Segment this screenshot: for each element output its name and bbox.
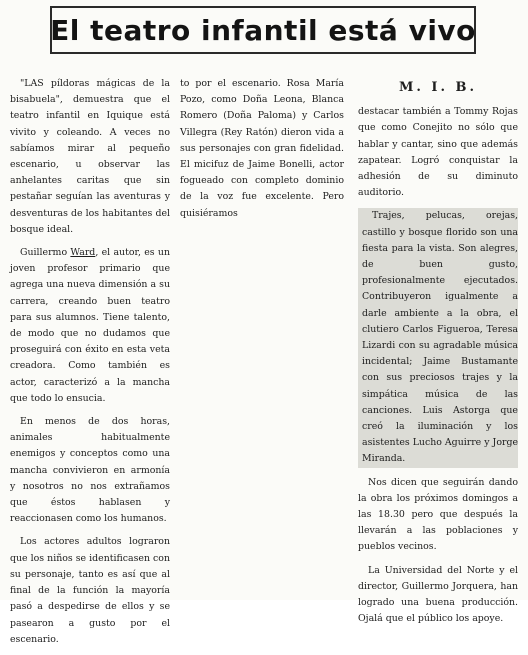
author-name: Ward bbox=[70, 247, 96, 259]
paragraph: "LAS píldoras mágicas de la bisabuela", demuestra que el teatro infantil en Iquique está vivito y coleando. A veces no sabíamos mirar al pequeño escenario, u observar las anhelantes caritas que sin pestañar seguían las aventuras y desventuras de los habitantes del bosque ideal. bbox=[10, 78, 170, 235]
paragraph: Los actores adultos lograron que los niños se identificasen con su personaje, tanto es así que al final de la función la mayoría pasó a despedirse de ellos y se pasearon a gusto por el escenario. bbox=[10, 536, 170, 645]
paragraph: destacar también a Tommy Rojas que como Conejito no sólo que hablar y cantar, sino que además zapatear. Logró conquistar la adhesión de su diminuto auditorio. bbox=[358, 106, 518, 199]
paragraph: La Universidad del Norte y el director, Guillermo Jorquera, han logrado una buena producción. Ojalá que el público los apoye. bbox=[358, 564, 518, 625]
column-right bbox=[358, 76, 518, 635]
text-run: , el autor, es un joven profesor primario que agrega una nueva dimensión a su carrera, creando buen teatro para sus alumnos. Tiene talento, de modo que no dudamos que proseguirá con éxito en esta veta creadora. Como también es actor, caracterizó a la mancha que todo lo ensucia. bbox=[10, 247, 170, 404]
column-middle bbox=[180, 76, 344, 229]
paragraph bbox=[10, 245, 170, 407]
byline: M. I. B. bbox=[398, 80, 478, 95]
headline-box bbox=[50, 6, 476, 54]
headline: El teatro infantil está vivo bbox=[50, 13, 476, 47]
paragraph: to por el escenario. Rosa María Pozo, como Doña Leona, Blanca Romero (Doña Paloma) y Carlos Villegra (Rey Ratón) dieron vida a sus personajes con gran fidelidad. El micifuz de Jaime Bonelli, actor fogueado con completo dominio de la voz fue excelente. Pero quisiéramos bbox=[180, 78, 344, 219]
text-run: Guillermo bbox=[20, 247, 71, 259]
paragraph: Trajes, pelucas, orejas, castillo y bosque florido son una fiesta para la vista. Son alegres, de buen gusto, profesionalmente ejecutados. Contribuyeron igualmente a darle ambiente a la obra, el clutiero Carlos Figueroa, Teresa Lizardi con su agradable música incidental; Jaime Bustamante con sus preciosos trajes y la simpática música de las canciones. Luis Astorga que creó la iluminación y los asistentes Lucho Aguirre y Jorge Miranda. bbox=[358, 208, 518, 467]
paragraph: Nos dicen que seguirán dando la obra los próximos domingos a las 18.30 pero que después la llevarán a las poblaciones y pueblos vecinos. bbox=[358, 476, 518, 553]
paragraph: En menos de dos horas, animales habitualmente enemigos y conceptos como una mancha convivieron en armonía y nosotros no nos extrañamos que éstos hablasen y reaccionasen como los humanos. bbox=[10, 416, 170, 525]
column-left bbox=[10, 76, 170, 655]
